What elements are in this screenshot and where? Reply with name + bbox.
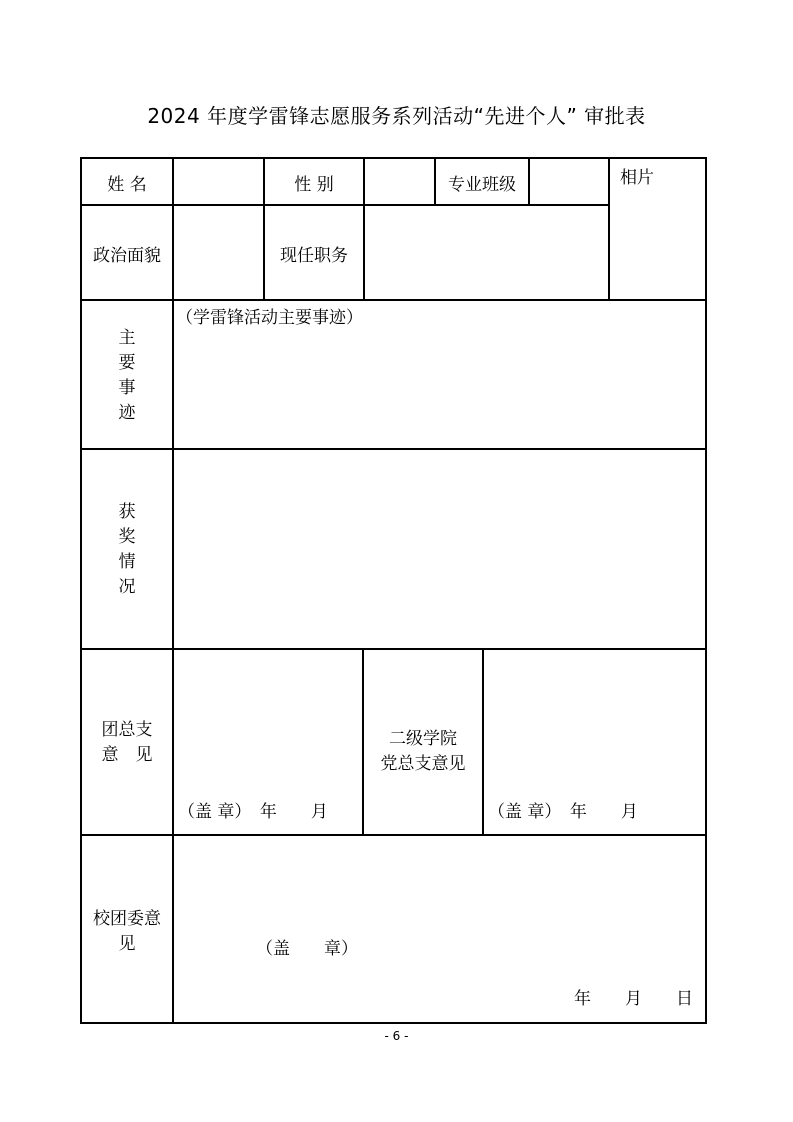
college-party-opinion-field[interactable] (484, 650, 705, 780)
main-deeds-char: 主 (118, 328, 136, 348)
stamp-date-right: （盖 章） 年 月 (488, 802, 638, 822)
main-deeds-field[interactable] (174, 327, 705, 448)
awards-char: 况 (118, 577, 136, 597)
college-party-line: 二级学院 (389, 729, 457, 749)
main-deeds-label (82, 326, 172, 426)
political-status-label: 政治面貌 (93, 246, 161, 266)
awards-field[interactable] (174, 450, 705, 648)
college-party-line: 党总支意见 (380, 754, 466, 774)
awards-char: 情 (118, 552, 136, 572)
major-class-field[interactable] (530, 159, 608, 204)
border-right (705, 157, 707, 1024)
awards-char: 奖 (118, 527, 136, 547)
political-status-field[interactable] (174, 206, 263, 299)
stamp-label: （盖 章） (256, 939, 358, 959)
name-label: 姓 名 (107, 175, 147, 195)
major-class-label: 专业班级 (448, 175, 516, 195)
form-title: 2024 年度学雷锋志愿服务系列活动“先进个人” 审批表 (147, 104, 646, 128)
rule-row2 (80, 299, 707, 301)
gender-label: 性 别 (294, 175, 334, 195)
awards-char: 获 (118, 502, 136, 522)
awards-label (82, 500, 172, 600)
name-field[interactable] (174, 159, 263, 204)
league-branch-opinion-field[interactable] (174, 650, 362, 780)
page-number: - 6 - (384, 1029, 409, 1043)
approval-form-table (80, 157, 707, 1024)
school-league-label (82, 907, 172, 957)
main-deeds-char: 事 (118, 378, 136, 398)
school-league-line: 校团委意 (93, 909, 161, 929)
main-deeds-hint: （学雷锋活动主要事迹） (176, 308, 363, 328)
photo-field[interactable] (610, 181, 705, 299)
main-deeds-char: 要 (118, 353, 136, 373)
league-branch-line: 团总支 (101, 720, 153, 740)
current-position-label: 现任职务 (280, 246, 348, 266)
stamp-date-left: （盖 章） 年 月 (178, 802, 328, 822)
school-league-line: 见 (118, 934, 136, 954)
photo-label: 相片 (620, 168, 654, 188)
date-label: 年 月 日 (574, 989, 693, 1009)
league-branch-label (82, 718, 172, 768)
current-position-field[interactable] (365, 206, 608, 299)
main-deeds-char: 迹 (118, 403, 136, 423)
border-bottom (80, 1022, 707, 1024)
gender-field[interactable] (365, 159, 434, 204)
school-league-opinion-field[interactable] (174, 836, 705, 931)
league-branch-line: 意 见 (101, 745, 153, 765)
college-party-label (364, 727, 482, 777)
